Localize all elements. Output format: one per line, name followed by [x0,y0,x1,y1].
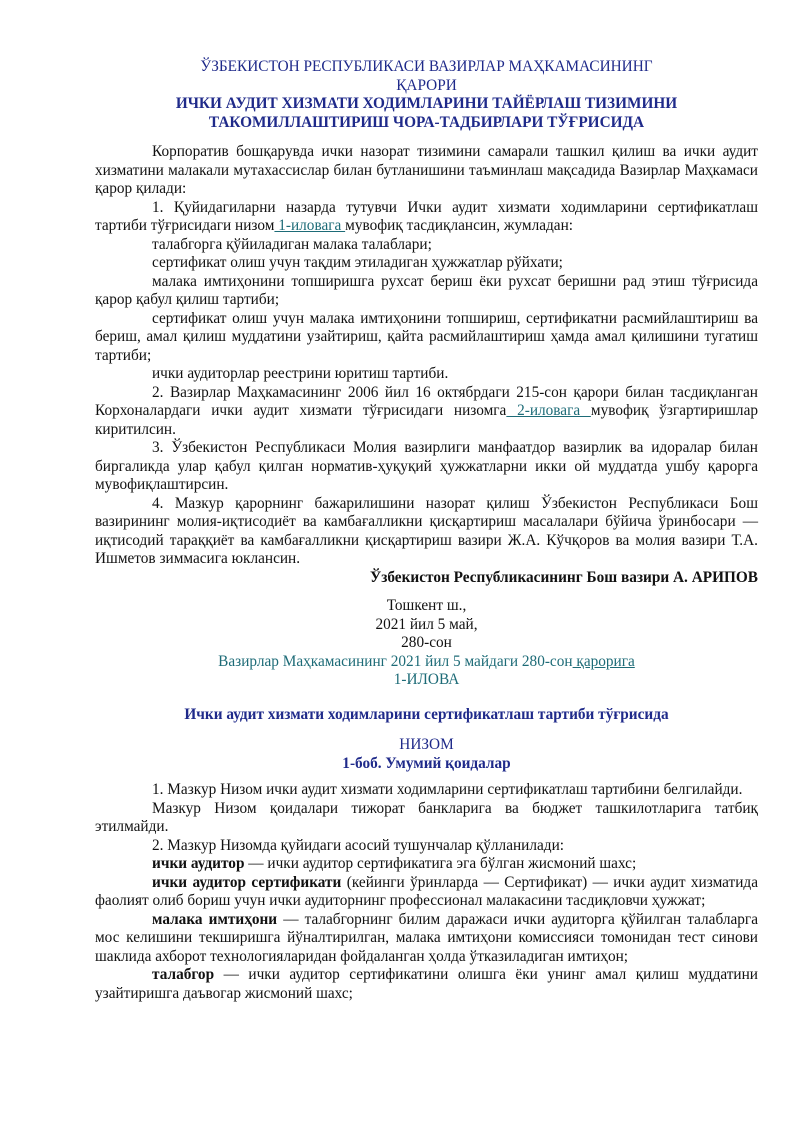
clause-1-item: сертификат олиш учун тақдим этиладиган ҳужжатлар рўйхати; [152,254,563,271]
document-content [95,58,758,1003]
clause-1-tail: мувофиқ тасдиқлансин, жумладан: [345,217,574,234]
clause-3: 3. Ўзбекистон Республикаси Молия вазирлиги манфаатдор вазирлик ва идоралар билан биргаликда улар қабул қилган норматив-ҳуқуқий ҳужжатларни икки ой муддатда ушбу қарорга мувофиқлаштирсин. [95,439,758,493]
issue-city: Тошкент ш., [386,597,467,614]
article-2: 2. Мазкур Низомда қуйидаги асосий тушунчалар қўлланилади: [152,836,564,854]
definition-exam [95,911,758,967]
definition: — ички аудитор сертификатига эга бўлган жисмоний шахс; [244,855,637,872]
article-1: 1. Мазкур Низом ички аудит хизмати ходимларини сертификатлаш тартибини белгилайди. [152,781,743,798]
resolution-label: ҚАРОРИ [396,76,457,94]
definition-certificate [95,874,758,911]
intro-paragraph: Корпоратив бошқарувда ички назорат тизимини самарали ташкил қилиш ва ички аудит хизматини малакали мутахассислар билан бутланишини таъминлаш мақсадида Вазирлар Маҳкамаси қарор қилади: [95,143,758,197]
clause-2-tail: мувофиқ ўзгартиришлар киритилсин. [95,402,759,438]
clause-1-item: талабгорга қўйиладиган малака талаблари; [152,235,432,253]
issue-date: 2021 йил 5 май, [375,615,478,633]
resolution-link[interactable]: қарорига [572,652,635,670]
clause-1-text: 1. Қуйидагиларни назарда тутувчи Ички аудит хизмати ходимларини сертификатлаш тартиби тўғрисидаги низом [95,198,758,234]
definition: — талабгорнинг билим даражаси ички аудиторга қўйилган талабларга мос келишини текширишга йўналтирилган, малака имтиҳони комиссияси томонидан тест синови шаклида ахборот технологияларидан фойдаланган ҳолда ўтказиладиган имтиҳон; [95,910,758,965]
resolution-title-line2: ТАКОМИЛЛАШТИРИШ ЧОРА-ТАДБИРЛАРИ ТЎҒРИСИДА [208,113,645,131]
term: талабгор [152,966,215,983]
definition-internal-auditor [95,855,758,874]
clause-2-text: 2. Вазирлар Маҳкамасининг 2006 йил 16 октябрдаги 215-сон қарори билан тасдиқланган Корхоналардаги ички аудит хизмати тўғрисидаги низомга [95,383,758,419]
annex-2-link[interactable]: 2-иловага [506,402,591,419]
clause-4: 4. Мазкур қарорнинг бажарилишини назорат қилиш Ўзбекистон Республикаси Бош вазирининг молия-иқтисодиёт ва камбағалликни қисқартириш масалалари бўйича ўринбосари — иқтисодий тараққиёт ва камбағалликни қисқартириш вазири Ж.А. Кўчқоров ва молия вазири Т.А. Ишметов зиммасига юклансин. [95,494,758,567]
term: ички аудитор сертификати [152,873,342,891]
clause-1-item: малака имтиҳонини топширишга рухсат бериш ёки рухсат беришни рад этиш тўғрисида қарор қабул қилиш тартиби; [95,272,758,308]
resolution-issuer: ЎЗБЕКИСТОН РЕСПУБЛИКАСИ ВАЗИРЛАР МАҲКАМАСИНИНГ [200,58,653,75]
clause-1 [95,199,758,236]
clause-1-item: ички аудиторлар реестрини юритиш тартиби. [152,365,449,382]
definition: — ички аудитор сертификатини олишга ёки унинг амал қилиш муддатини узайтиришга даъвогар жисмоний шахс; [95,966,758,1002]
article-1-note: Мазкур Низом қоидалари тижорат банкларига ва бюджет ташкилотларига татбиқ этилмайди. [95,799,758,835]
resolution-title-line1: ИЧКИ АУДИТ ХИЗМАТИ ХОДИМЛАРИНИ ТАЙЁРЛАШ ТИЗИМИНИ [175,95,678,112]
annex-reference [95,653,758,672]
definition-applicant [95,966,758,1003]
annex-reference-text: Вазирлар Маҳкамасининг 2021 йил 5 майдаги 280-сон [218,652,573,670]
issue-number: 280-сон [401,634,452,651]
term: ички аудитор [152,855,245,872]
chapter-heading: 1-боб. Умумий қоидалар [342,754,511,772]
definition: (кейинги ўринларда — Сертификат) — ички аудит хизматида фаолият олиб бориш учун ички аудиторнинг профессионал малакасини тасдиқловчи ҳужжат; [95,873,758,909]
clause-1-item: сертификат олиш учун малака имтиҳонини топшириш, сертификатни расмийлаштириш ва бериш, амал қилиш муддатини узайтириш, қайта расмийлаштириш ҳамда амал қилишини тугатиш тартиби; [95,309,758,364]
annex-title: Ички аудит хизмати ходимларини сертификатлаш тартиби тўғрисида [184,705,669,723]
signature: Ўзбекистон Республикасининг Бош вазири А. АРИПОВ [369,568,758,586]
regulation-label: НИЗОМ [399,736,454,753]
annex-label: 1-ИЛОВА [393,671,460,688]
annex-1-link[interactable]: 1-иловага [274,217,346,234]
clause-2 [95,384,758,440]
term: малака имтиҳони [152,910,278,928]
